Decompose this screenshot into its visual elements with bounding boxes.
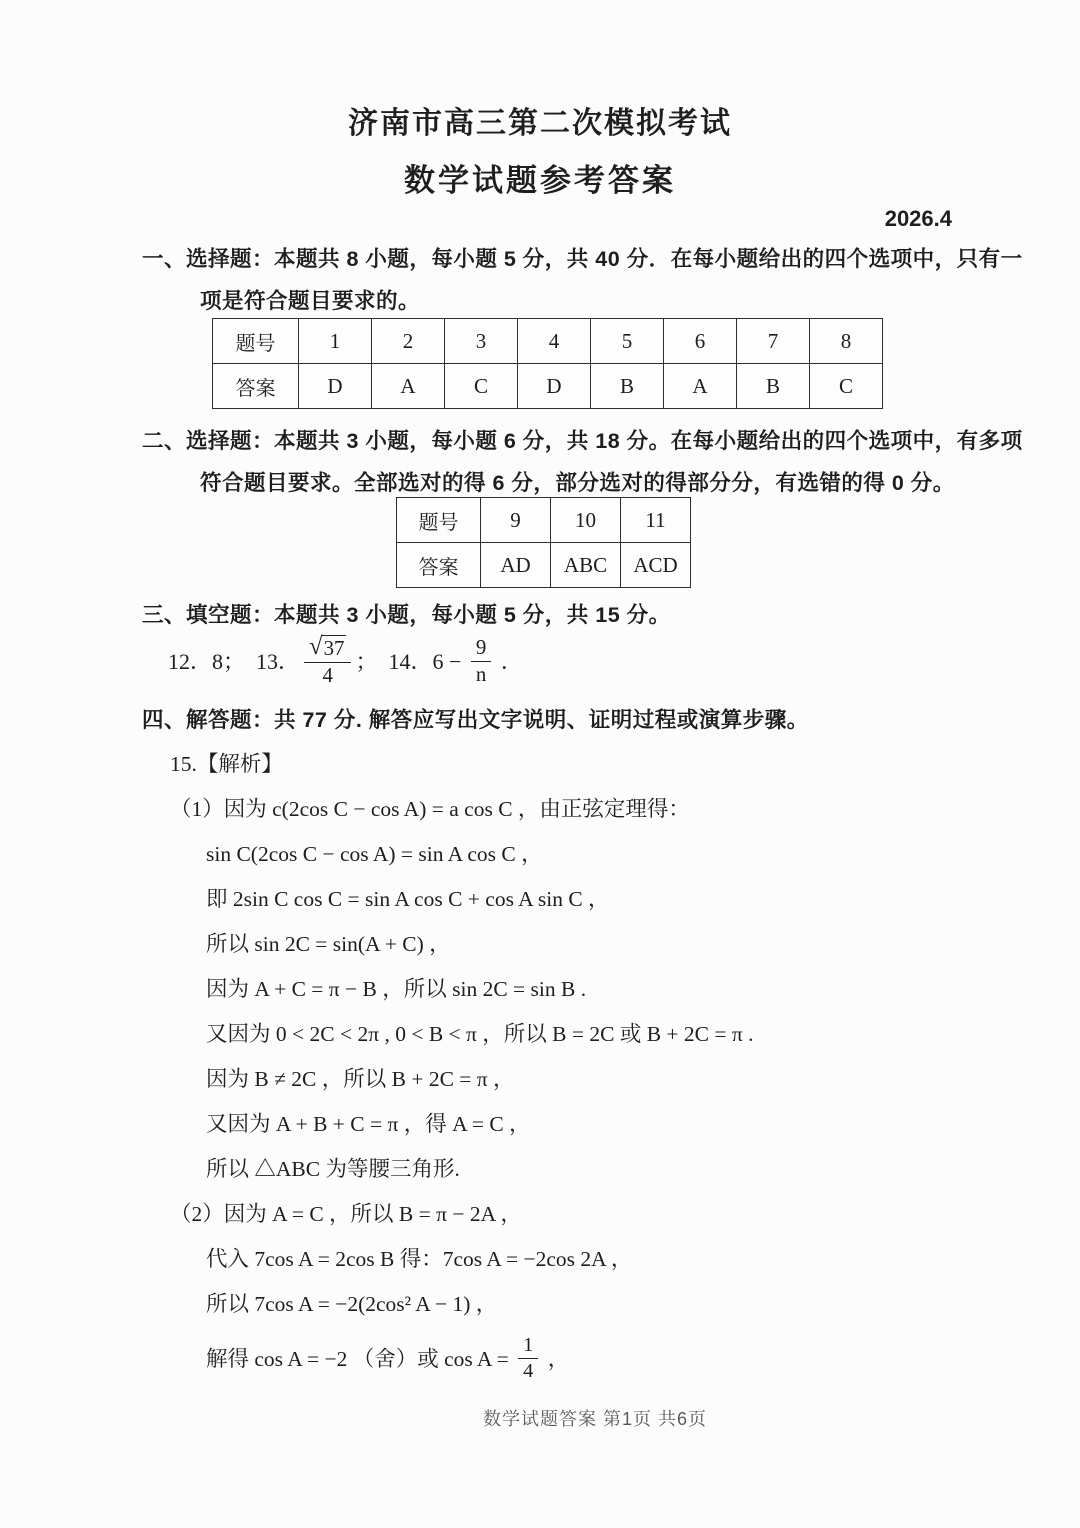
answer-cell: AD (481, 543, 551, 588)
solution-line (170, 740, 753, 785)
fraction-numerator: 9 (471, 636, 491, 661)
text-run: 所以 sin 2C = sin(A + C) ， (206, 932, 451, 956)
solution-line (170, 920, 753, 965)
fraction-denominator: 4 (523, 1359, 534, 1382)
question-number-cell: 8 (810, 319, 883, 364)
table-row-label: 题号 (397, 498, 481, 543)
text-run: sin C(2cos C − cos A) = sin A cos C ， (206, 842, 543, 866)
page-subtitle: 数学试题参考答案 (404, 163, 676, 198)
section1-heading-line2: 项是符合题目要求的。 (200, 289, 421, 313)
fraction-numerator: 1 (518, 1334, 538, 1359)
text-run: 因为 B ≠ 2C ，所以 B + 2C = π ， (206, 1067, 515, 1091)
answer-cell: ABC (551, 543, 621, 588)
section4-heading: 四、解答题：共 77 分. 解答应写出文字说明、证明过程或演算步骤。 (142, 708, 809, 732)
text-run: 又因为 0 < 2C < 2π , 0 < B < π ，所以 B = 2C 或 B + 2C = π . (206, 1022, 754, 1046)
question-number-cell: 9 (481, 498, 551, 543)
radicand: 37 (323, 636, 345, 661)
question-number-cell: 7 (737, 319, 810, 364)
answer-cell: B (737, 364, 810, 409)
fraction (518, 1334, 538, 1383)
section3-heading: 三、填空题：本题共 3 小题，每小题 5 分，共 15 分。 (142, 603, 671, 627)
text-run: ， (542, 1346, 570, 1371)
text-run: 解得 cos A = −2 （舍）或 cos A = (206, 1346, 515, 1371)
square-root (309, 635, 346, 660)
solution-line (170, 830, 753, 875)
exam-date: 2026.4 (884, 206, 952, 231)
table-row (397, 498, 691, 543)
text-run: （1）因为 c(2cos C − cos A) = a cos C ，由正弦定理得： (170, 797, 690, 821)
fill-in-answers (168, 628, 523, 692)
table-row-label: 答案 (213, 364, 299, 409)
question-number-cell: 5 (591, 319, 664, 364)
table-row (397, 543, 691, 588)
question-number-cell: 3 (445, 319, 518, 364)
answer-cell: A (664, 364, 737, 409)
solution-line (170, 1010, 753, 1055)
fraction-denominator: 4 (322, 662, 333, 687)
solution-line (170, 965, 753, 1010)
text-run: 代入 7cos A = 2cos B 得：7cos A = −2cos 2A ， (206, 1247, 633, 1271)
table-row (213, 364, 883, 409)
text-run: ； 14．6 − (355, 648, 467, 674)
table-row (213, 319, 883, 364)
question-number-cell: 1 (299, 319, 372, 364)
table-row-label: 题号 (213, 319, 299, 364)
page-title: 济南市高三第二次模拟考试 (348, 107, 732, 140)
table-row-label: 答案 (397, 543, 481, 588)
solution-line (170, 875, 753, 920)
sqrt-fraction (304, 635, 351, 687)
text-run: （2）因为 A = C ，所以 B = π − 2A ， (170, 1202, 522, 1226)
text-run: 即 2sin C cos C = sin A cos C + cos A sin C ， (206, 887, 610, 911)
answer-table-single-choice (212, 318, 883, 409)
page-footer: 数学试题答案 第1页 共6页 (482, 1409, 708, 1429)
answer-cell: B (591, 364, 664, 409)
solution-line (170, 1280, 753, 1325)
text-run: 所以 7cos A = −2(2cos² A − 1) ， (206, 1292, 498, 1316)
text-run: 因为 A + C = π − B ，所以 sin 2C = sin B . (206, 977, 587, 1001)
fraction (471, 636, 491, 686)
fraction-denominator: n (475, 661, 487, 686)
radical-sign-icon: √ (309, 633, 323, 661)
answer-cell: C (445, 364, 518, 409)
answer-cell: ACD (621, 543, 691, 588)
solution-line (170, 1235, 753, 1280)
question-number-cell: 6 (664, 319, 737, 364)
answer-cell: D (518, 364, 591, 409)
question-number-cell: 4 (518, 319, 591, 364)
answer-cell: C (810, 364, 883, 409)
answer-cell: A (372, 364, 445, 409)
solution-line (170, 1100, 753, 1145)
solution-line (170, 1325, 753, 1389)
text-run: ． (495, 648, 523, 674)
answer-table-multi-choice (396, 497, 691, 588)
question-number-cell: 10 (551, 498, 621, 543)
solution-line (170, 1145, 753, 1190)
question-number-cell: 2 (372, 319, 445, 364)
section2-heading-line2: 符合题目要求。全部选对的得 6 分，部分选对的得部分分，有选错的得 0 分。 (200, 471, 955, 495)
solution-line (170, 785, 753, 830)
text-run: 所以 △ABC 为等腰三角形. (206, 1157, 460, 1181)
solution-15 (170, 740, 753, 1389)
section2-heading-line1: 二、选择题：本题共 3 小题，每小题 6 分，共 18 分。在每小题给出的四个选项中，有多项 (142, 429, 1023, 453)
solution-line (170, 1190, 753, 1235)
solution-line (170, 1055, 753, 1100)
fraction-numerator (304, 635, 351, 662)
text-run: 又因为 A + B + C = π ，得 A = C ， (206, 1112, 531, 1136)
answer-cell: D (299, 364, 372, 409)
text-run: 15.【解析】 (170, 752, 283, 776)
question-number-cell: 11 (621, 498, 691, 543)
section1-heading-line1: 一、选择题：本题共 8 小题，每小题 5 分，共 40 分．在每小题给出的四个选项中，只有一 (142, 247, 1023, 271)
text-run: 12．8； 13． (168, 648, 301, 674)
